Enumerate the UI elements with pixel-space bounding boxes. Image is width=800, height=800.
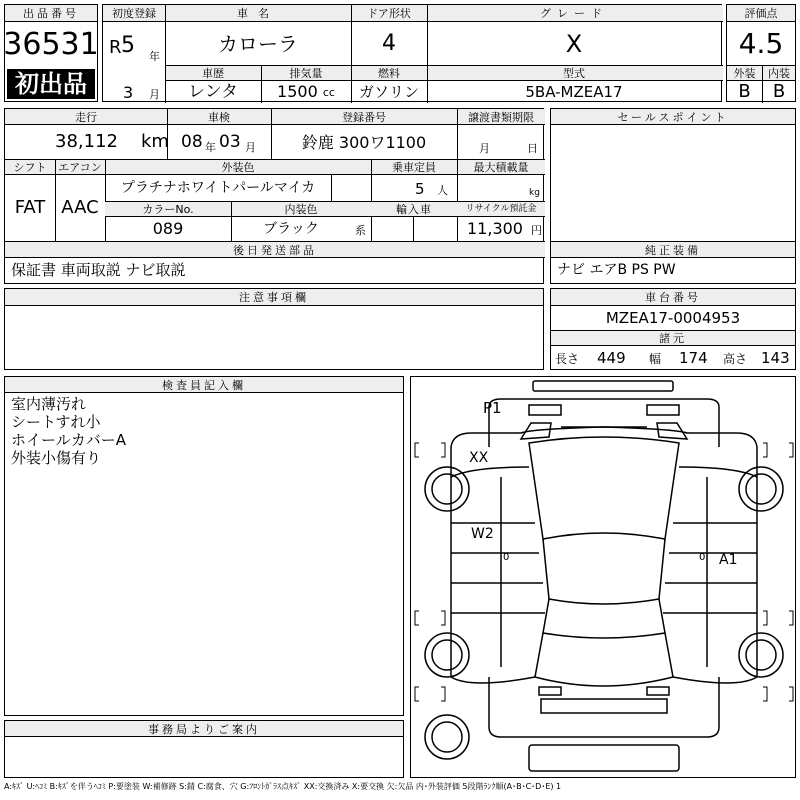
width: 174 bbox=[679, 349, 708, 367]
width-label: 幅 bbox=[649, 352, 662, 366]
height-label: 高さ bbox=[723, 352, 748, 366]
color-no: 089 bbox=[152, 219, 184, 238]
car-name: カローラ bbox=[218, 32, 298, 56]
color-no-label: カラーNo. bbox=[142, 202, 194, 216]
notes-box bbox=[4, 288, 544, 370]
insp-year-unit: 年 bbox=[205, 141, 216, 154]
dims-label: 諸元 bbox=[551, 330, 795, 346]
inspector-line-2: シートすれ小 bbox=[11, 413, 101, 431]
chassis-number: MZEA17-0004953 bbox=[605, 308, 741, 327]
recycle-unit: 円 bbox=[531, 224, 542, 237]
history: レンタ bbox=[188, 81, 238, 102]
car-diagram-svg bbox=[411, 377, 797, 779]
length: 449 bbox=[597, 349, 626, 367]
score: 4.5 bbox=[738, 27, 784, 60]
mark-p1: P1 bbox=[483, 399, 502, 417]
mark-w2: W2 bbox=[471, 526, 494, 542]
reg-month: 3 bbox=[123, 83, 134, 102]
int-color-suffix: 系 bbox=[355, 224, 366, 237]
load-unit: kg bbox=[529, 188, 540, 198]
office-box bbox=[4, 720, 404, 778]
zero-mark-left: 0 bbox=[503, 552, 510, 563]
era: R bbox=[109, 37, 122, 58]
int-color-label: 内装色 bbox=[284, 202, 318, 216]
shift-label: シフト bbox=[13, 160, 47, 174]
ext-color-label: 外装色 bbox=[221, 160, 255, 174]
fuel-label: 燃料 bbox=[378, 66, 400, 80]
sales-points-label: セールスポイント bbox=[551, 109, 795, 125]
length-label: 長さ bbox=[555, 352, 580, 366]
int-color: ブラック bbox=[263, 221, 319, 237]
interior-label: 内装 bbox=[768, 66, 790, 80]
capacity-unit: 人 bbox=[437, 184, 448, 197]
mark-a1: A1 bbox=[719, 552, 738, 568]
insp-month-unit: 月 bbox=[245, 141, 256, 154]
lot-label: 出品番号 bbox=[5, 5, 97, 22]
later-parts-label: 後日発送部品 bbox=[5, 241, 545, 258]
lot-number: 36531 bbox=[3, 27, 99, 62]
equipment-text: ナビ エアB PS PW bbox=[557, 262, 676, 278]
exterior-label: 外装 bbox=[733, 66, 756, 80]
car-diagram bbox=[410, 376, 796, 778]
later-parts-text: 保証書 車両取説 ナビ取説 bbox=[11, 261, 186, 279]
score-box bbox=[726, 4, 796, 102]
ext-color: プラチナホワイトパールマイカ bbox=[120, 180, 316, 196]
zero-mark-right: 0 bbox=[699, 552, 706, 563]
model-code: 5BA-MZEA17 bbox=[525, 82, 623, 101]
reg-label: 初度登録 bbox=[112, 7, 156, 20]
transfer-label: 譲渡書類期限 bbox=[468, 110, 534, 124]
displacement: 1500 cc bbox=[277, 82, 335, 101]
year-unit: 年 bbox=[149, 50, 160, 63]
model-label: 型式 bbox=[563, 66, 585, 80]
history-label: 車歴 bbox=[202, 66, 224, 80]
import-label: 輸入車 bbox=[396, 202, 432, 216]
mileage-unit: km bbox=[141, 131, 169, 152]
recycle: 11,300 bbox=[467, 219, 523, 238]
legend: A:ｷｽﾞ U:ﾍｺﾐ B:ｷｽﾞを伴うﾍｺﾐ P:要塗装 W:補修跡 S:錆 C:腐食、穴 G:ﾌﾛﾝﾄｶﾞﾗｽ点ｷｽﾞ XX:交換済み X:要交換 欠:欠品 内･外装評価 5段階ﾗﾝｸ順(A･B･C･D･E) 1 bbox=[4, 782, 562, 791]
chassis-box bbox=[550, 288, 796, 370]
notes-label: 注意事項欄 bbox=[5, 289, 543, 306]
name-label: 車名 bbox=[237, 7, 279, 20]
shift: FAT bbox=[14, 197, 46, 218]
grade: X bbox=[565, 30, 583, 58]
inspector-line-1: 室内薄汚れ bbox=[11, 395, 87, 413]
doors: 4 bbox=[382, 31, 396, 56]
exterior-grade: B bbox=[738, 81, 751, 102]
load-label: 最大積載量 bbox=[473, 160, 529, 174]
office-label: 事務局よりご案内 bbox=[5, 721, 403, 737]
chassis-label: 車台番号 bbox=[551, 289, 795, 306]
lot-box bbox=[4, 4, 98, 102]
inspector-line-4: 外装小傷有り bbox=[11, 449, 102, 467]
details-table bbox=[4, 108, 544, 284]
ac: AAC bbox=[61, 197, 99, 218]
recycle-label: リサイクル預託金 bbox=[465, 203, 537, 214]
fuel: ガソリン bbox=[358, 82, 419, 101]
grade-label: グレード bbox=[540, 7, 608, 20]
ac-label: エアコン bbox=[58, 160, 102, 174]
reg-year: 5 bbox=[121, 33, 135, 58]
mark-xx: XX bbox=[469, 450, 489, 466]
inspector-label: 検査員記入欄 bbox=[5, 377, 403, 393]
inspection-label: 車検 bbox=[208, 110, 230, 124]
insp-month: 03 bbox=[219, 132, 241, 152]
month-unit: 月 bbox=[149, 88, 160, 101]
capacity: 5 bbox=[415, 180, 425, 198]
equipment-label: 純正装備 bbox=[551, 241, 795, 258]
transfer-month-unit: 月 bbox=[479, 142, 490, 155]
door-label: ドア形状 bbox=[367, 7, 411, 20]
score-label: 評価点 bbox=[727, 5, 795, 22]
first-listing-badge: 初出品 bbox=[7, 69, 95, 99]
header-table bbox=[102, 4, 722, 102]
inspector-box bbox=[4, 376, 404, 716]
insp-year: 08 bbox=[181, 132, 203, 152]
capacity-label: 乗車定員 bbox=[392, 160, 436, 174]
mileage-label: 走行 bbox=[75, 110, 97, 124]
plate: 鈴鹿 300ワ1100 bbox=[301, 132, 427, 152]
inspector-line-3: ホイールカバーA bbox=[11, 431, 126, 449]
transfer-day-unit: 日 bbox=[527, 142, 538, 155]
sales-points-box bbox=[550, 108, 796, 284]
plate-label: 登録番号 bbox=[342, 110, 386, 124]
mileage: 38,112 bbox=[55, 131, 118, 152]
height: 143 bbox=[761, 349, 790, 367]
interior-grade: B bbox=[772, 81, 786, 102]
displacement-label: 排気量 bbox=[289, 66, 323, 80]
